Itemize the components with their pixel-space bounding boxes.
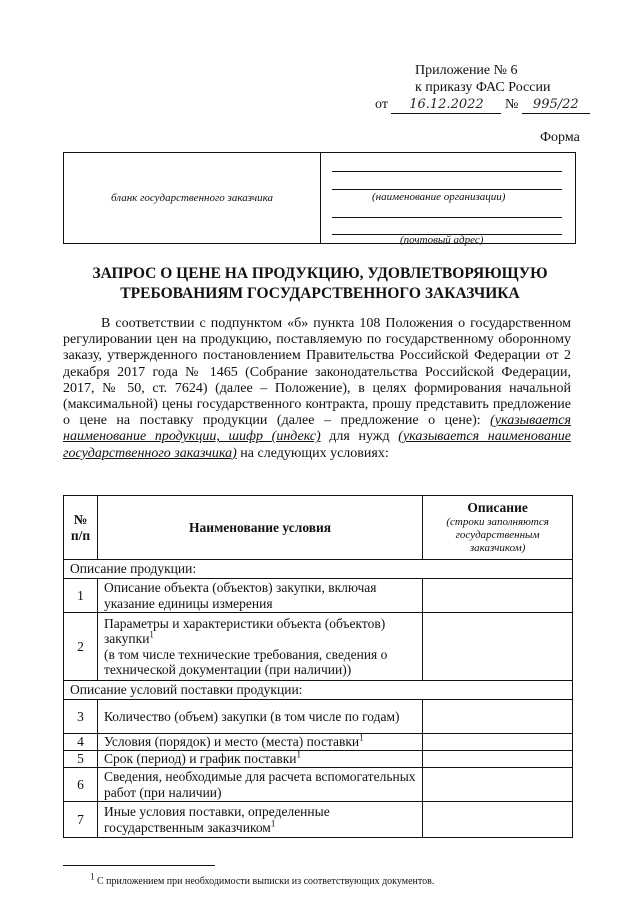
header-condition-name: Наименование условия xyxy=(97,496,422,560)
address-line-1 xyxy=(332,217,562,218)
footnote-ref: 1 xyxy=(359,732,364,743)
annex-date: 16.12.2022 xyxy=(391,96,501,114)
address-caption: (почтовый адрес) xyxy=(400,234,484,246)
section-row xyxy=(64,560,573,579)
row-condition xyxy=(97,751,422,768)
table-row xyxy=(64,802,573,838)
body-text-2: для нужд xyxy=(320,429,399,445)
table-row xyxy=(64,700,573,734)
annex-from-label: от xyxy=(375,97,388,112)
form-label: Форма xyxy=(540,130,580,145)
footnote-ref: 1 xyxy=(149,629,154,640)
header-description-title: Описание xyxy=(467,500,528,516)
row-condition: Описание объекта (объектов) закупки, включая указание единицы измерения xyxy=(97,579,422,613)
body-text-3: на следующих условиях: xyxy=(236,445,389,461)
table-row xyxy=(64,613,573,681)
body-paragraph xyxy=(63,316,571,462)
row-number: 1 xyxy=(64,579,98,613)
annex-header xyxy=(375,62,615,114)
row-number: 2 xyxy=(64,613,98,681)
row-condition-text-extra: (в том числе технические требования, сведения о технической документации (при наличии)) xyxy=(103,646,388,677)
section-delivery: Описание условий поставки продукции: xyxy=(64,681,573,700)
body-italic-product: (указывается наименование продукции, шифр (индекс) xyxy=(63,413,571,445)
footnote-text: С приложением при необходимости выписки из соответствующих документов. xyxy=(94,876,435,887)
row-condition-text: Иные условия поставки, определенные государственным заказчиком xyxy=(103,804,330,835)
body-italic-customer: (указывается наименование государственного заказчика) xyxy=(63,429,571,461)
row-condition-text: Условия (порядок) и место (места) поставки xyxy=(103,734,360,750)
annex-line-1: Приложение № 6 xyxy=(415,63,518,78)
row-condition xyxy=(97,613,422,681)
header-number: № п/п xyxy=(64,496,98,560)
letterhead-placeholder: бланк государственного заказчика xyxy=(64,153,321,243)
row-condition: Сведения, необходимые для расчета вспомогательных работ (при наличии) xyxy=(97,768,422,802)
footnote-mark: 1 xyxy=(90,871,95,882)
table-row xyxy=(64,768,573,802)
row-description-cell xyxy=(423,734,573,751)
table-row xyxy=(64,734,573,751)
row-condition xyxy=(97,802,422,838)
annex-number: 995/22 xyxy=(522,96,590,114)
annex-number-label: № xyxy=(504,97,519,112)
row-number: 6 xyxy=(64,768,98,802)
table-row xyxy=(64,579,573,613)
letterhead-box xyxy=(63,152,576,244)
title-line-2: ТРЕБОВАНИЯМ ГОСУДАРСТВЕННОГО ЗАКАЗЧИКА xyxy=(120,285,520,302)
org-line-1 xyxy=(332,171,562,172)
table-row xyxy=(64,751,573,768)
section-row xyxy=(64,681,573,700)
footnote-divider xyxy=(63,865,215,866)
footnote xyxy=(90,871,435,887)
footnote-ref: 1 xyxy=(296,749,301,760)
document-title xyxy=(60,264,580,304)
conditions-table xyxy=(63,495,573,838)
org-line-2 xyxy=(332,189,562,190)
row-description-cell xyxy=(423,768,573,802)
header-description-note: (строки заполняются государственным заказчиком) xyxy=(446,515,549,554)
section-product: Описание продукции: xyxy=(64,560,573,579)
row-number: 7 xyxy=(64,802,98,838)
row-description-cell xyxy=(423,802,573,838)
footnote-ref: 1 xyxy=(270,818,276,828)
row-description-cell xyxy=(423,613,573,681)
body-text-1: В соответствии с подпунктом «б» пункта 108 Положения о государственном регулировании цен на продукцию, поставляемую по государственному оборонному заказу, утвержденного постановлением Правительства Российской Федерации от 2 декабря 2017 года № 1465 (Собрание законодательства Российской Федерации, 2017, № 50, ст. 7624) (далее – Положение), в целях формирования начальной (максимальной) цены государственного контракта, прошу представить предложение о цене на поставку продукции (далее – предложение о цене): xyxy=(63,316,571,429)
row-description-cell xyxy=(423,579,573,613)
row-number: 4 xyxy=(64,734,98,751)
row-number: 3 xyxy=(64,700,98,734)
row-condition-text: Срок (период) и график поставки xyxy=(103,751,297,767)
annex-date-line xyxy=(375,96,615,114)
org-caption: (наименование организации) xyxy=(372,191,506,203)
table-header-row xyxy=(64,496,573,560)
row-condition: Количество (объем) закупки (в том числе по годам) xyxy=(97,700,422,734)
header-description xyxy=(423,496,573,560)
row-description-cell xyxy=(423,700,573,734)
row-condition-text: Параметры и характеристики объекта (объектов) закупки xyxy=(103,615,386,646)
row-condition xyxy=(97,734,422,751)
annex-line-2: к приказу ФАС России xyxy=(415,80,551,95)
title-line-1: ЗАПРОС О ЦЕНЕ НА ПРОДУКЦИЮ, УДОВЛЕТВОРЯЮЩУЮ xyxy=(92,265,548,282)
row-description-cell xyxy=(423,751,573,768)
row-number: 5 xyxy=(64,751,98,768)
